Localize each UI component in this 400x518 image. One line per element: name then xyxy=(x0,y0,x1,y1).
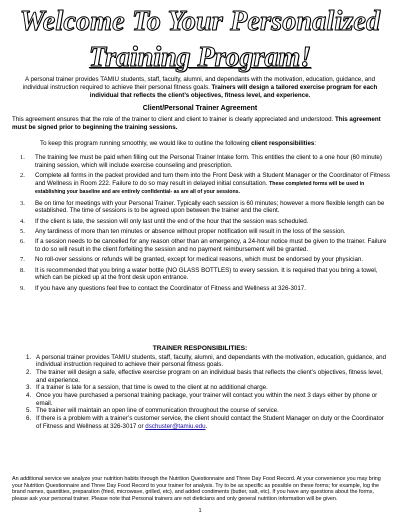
page-number: 1 xyxy=(198,508,202,514)
list-text: Once you have purchased a personal training package, your trainer will contact you within the next 3 days either by phone or email. xyxy=(36,392,378,407)
list-text: The training fee must be paid when filling out the Personal Trainer Intake form. This entitles the client to a one hour (60 minute) training session, which will include exercise counseling and prescription. xyxy=(35,154,382,169)
client-lead-end: : xyxy=(314,140,317,147)
list-text-wrapper xyxy=(35,172,390,197)
agreement-paragraph xyxy=(12,116,388,132)
list-item xyxy=(26,384,390,391)
trainer-responsibilities-heading: TRAINER RESPONSIBILITIES: xyxy=(152,345,248,352)
page-title-line-1: Welcome To Your Personalized xyxy=(19,6,381,37)
list-text: Any tardiness of more than ten minutes or absence without proper notification will result in the loss of the session. xyxy=(35,227,346,235)
list-text: If the client is late, the session will only last until the end of the hour that the session was scheduled. xyxy=(35,217,309,225)
list-item xyxy=(26,392,390,407)
list-number: 5. xyxy=(20,227,25,235)
list-number: 3. xyxy=(26,384,32,392)
trainer-responsibilities-list xyxy=(26,354,390,430)
client-lead-text: To keep this program running smoothly, we would like to outline the following xyxy=(40,140,252,147)
client-responsibilities-intro xyxy=(40,140,390,148)
list-number: 2. xyxy=(20,171,25,179)
list-text: It is recommended that you bring a water bottle (NO GLASS BOTTLES) to every session. It is required that you bring a towel, which can be picked up at the front desk upon entrance. xyxy=(35,266,378,282)
list-text: No roll-over sessions or refunds will be granted, except for medical reasons, which must be endorsed by your physician. xyxy=(35,256,364,264)
coordinator-email-link[interactable]: dschuster@tamiu.edu xyxy=(145,422,206,430)
list-item xyxy=(20,218,390,226)
list-item xyxy=(20,285,390,293)
page-title-line-2: Training Program! xyxy=(88,42,312,73)
list-text-end: . xyxy=(205,422,208,430)
list-number: 6. xyxy=(20,238,25,246)
list-item xyxy=(26,407,390,414)
list-text: If you have any questions feel free to contact the Coordinator of Fitness and Wellness at 326-3017. xyxy=(35,284,306,292)
list-item xyxy=(20,200,390,215)
list-text-wrapper xyxy=(36,415,390,430)
intro-bold-text: Trainers will design a tailored exercise program for each individual that reflects the client’s objectives, fitness level, and experience. xyxy=(89,84,378,99)
list-item xyxy=(20,228,390,236)
intro-text: A personal trainer provides TAMIU students, staff, faculty, alumni, and dependants with the motivation, education, guidance, and individual instruction required to achieve their personal fitness goals. xyxy=(22,76,376,91)
list-number: 2. xyxy=(26,369,32,377)
list-item xyxy=(20,172,390,197)
agreement-text: This agreement ensures that the role of the trainer to client and client to trainer is clearly appreciated and understood. xyxy=(12,116,335,123)
list-text: The trainer will design a safe, effective exercise program on an individual basis that reflects the client’s objectives, fitness level, and experience. xyxy=(36,369,383,384)
list-item xyxy=(20,267,390,282)
list-text: If there is a problem with a trainer’s customer service, the client should contact the Student Manager on duty or the Coordinator of Fitness and Wellness at 326-3017 or xyxy=(36,415,384,430)
agreement-bold-text: This agreement must be signed prior to beginning the training sessions. xyxy=(12,116,381,131)
list-number: 3. xyxy=(20,199,25,207)
list-item xyxy=(20,256,390,264)
nutrition-footer-paragraph: An additional service we analyze your nutrition habits through the Nutrition Questionnaire and Three Day Food Record. At your convenience you may bring your Nutrition Questionnaire and Three Day Food Record to your trainer for analysis. Try to be as specific as possible on these forms; for example, log the brand names, quantities, preparation (fried, microwave, grilled, etc), and added condiments (butter, salt, etc). If you have any questions about the forms, please ask your personal trainer. Please note that Personal trainers are not dieticians and only general nutrition information will be given. xyxy=(12,476,381,502)
client-lead-bold: client responsibilities xyxy=(251,140,315,147)
list-text: The trainer will maintain an open line of communication throughout the course of service. xyxy=(36,407,279,415)
intro-paragraph xyxy=(14,76,386,100)
list-number: 5. xyxy=(26,407,32,415)
list-text: If a session needs to be cancelled for any reason other than an emergency, a 24-hour notice must be given to the trainer. Failure to do so will result in the client forfeiting the session and no payment reimbursement will be granted. xyxy=(35,238,387,253)
list-item xyxy=(20,154,390,169)
list-item xyxy=(26,415,390,430)
list-item xyxy=(26,369,390,384)
list-text: Be on time for meetings with your Personal Trainer. Typically each session is 60 minutes; however a more flexible length can be established. The time of sessions is to be agreed upon between the trainer and the client. xyxy=(35,199,385,215)
list-text: If a trainer is late for a session, that time is owed to the client at no additional charge. xyxy=(36,384,268,392)
list-number: 1. xyxy=(26,354,32,361)
list-number: 6. xyxy=(26,415,32,423)
list-number: 9. xyxy=(20,284,25,292)
list-item xyxy=(20,238,390,253)
list-number: 4. xyxy=(20,217,25,225)
agreement-heading: Client/Personal Trainer Agreement xyxy=(142,105,258,112)
list-number: 8. xyxy=(20,266,25,274)
list-item xyxy=(26,354,390,369)
list-small-note: These completed forms will be used in establishing your baseline and are entirely confidential- as are all of your sessions. xyxy=(35,180,365,196)
list-number: 7. xyxy=(20,256,25,264)
list-number: 1. xyxy=(20,154,25,161)
list-text: Complete all forms in the packet provided and turn them into the Front Desk with a Student Manager or the Coordinator of Fitness and Wellness in Room 222. Failure to do so may result in delayed initial consultation. xyxy=(35,171,390,187)
list-text: A personal trainer provides TAMIU students, staff, faculty, alumni, and dependants with the motivation, education, guidance, and individual instruction required to achieve their personal fitness goals. xyxy=(36,354,387,369)
client-responsibilities-list xyxy=(20,154,390,295)
list-number: 4. xyxy=(26,392,32,400)
